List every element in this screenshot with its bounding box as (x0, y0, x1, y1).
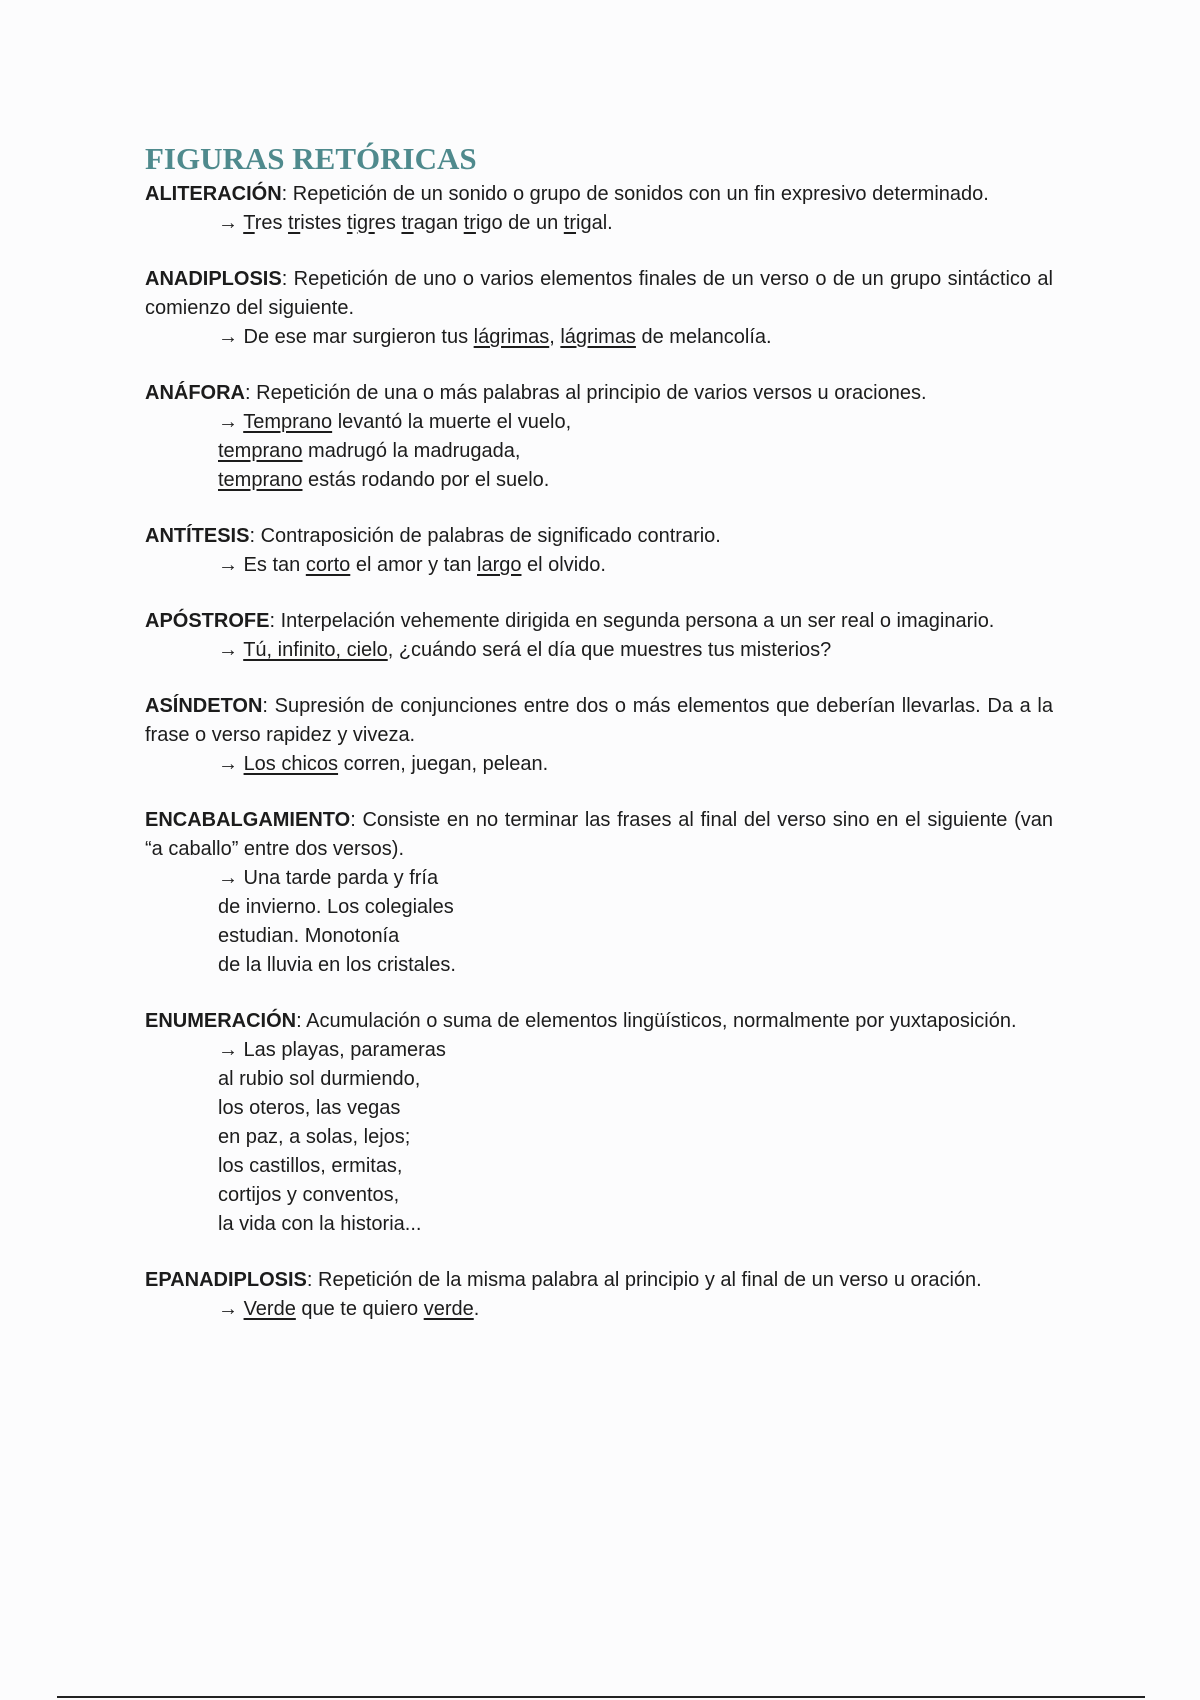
figure-definition: ENCABALGAMIENTO: Consiste en no terminar las frases al final del verso sino en el siguiente (van “a caballo” entre dos versos). (145, 809, 1053, 860)
highlighted-word: corto (305, 554, 351, 576)
figure-definition: ANTÍTESIS: Contraposición de palabras de significado contrario. (145, 525, 721, 547)
example-line (218, 437, 1053, 466)
example-text: de la lluvia en los cristales. (218, 954, 456, 976)
highlighted-word: lágrimas (560, 326, 636, 348)
figure-term: APÓSTROFE (145, 610, 270, 632)
figure-entry (145, 1007, 1053, 1239)
example-text: madrugó la madrugada, (302, 440, 521, 462)
example-text: → (218, 212, 244, 234)
example-text: , ¿cuándo será el día que muestres tus misterios? (387, 639, 832, 661)
definition-text: Repetición de un sonido o grupo de sonidos con un fin expresivo determinado. (292, 183, 989, 205)
example-line (218, 750, 1053, 779)
figure-example (145, 1036, 1053, 1239)
document-content (145, 140, 1053, 1351)
definition-text: Repetición de uno o varios elementos finales de un verso o de un grupo sintáctico al comienzo del siguiente. (145, 268, 1053, 319)
example-text: levantó la muerte el vuelo, (332, 411, 572, 433)
definition-text: Repetición de una o más palabras al principio de varios versos u oraciones. (256, 382, 927, 404)
example-text: de invierno. Los colegiales (218, 896, 454, 918)
example-text: es (374, 212, 402, 234)
figure-term: ANTÍTESIS (145, 525, 250, 547)
example-text: → Una tarde parda y fría (218, 867, 439, 889)
highlighted-word: T (243, 212, 255, 234)
example-text: istes (300, 212, 347, 234)
example-line (218, 864, 1053, 893)
highlighted-word: gr (356, 212, 375, 234)
figure-term: ENUMERACIÓN (145, 1010, 297, 1032)
example-line (218, 1181, 1053, 1210)
figure-term: ANADIPLOSIS (145, 268, 282, 290)
example-line (218, 323, 1053, 352)
highlighted-word: Tú, infinito, cielo (243, 639, 388, 661)
definition-text: Consiste en no terminar las frases al final del verso sino en el siguiente (van “a caballo” entre dos versos). (145, 809, 1053, 860)
definition-text: Repetición de la misma palabra al principio y al final de un verso u oración. (318, 1269, 982, 1291)
figure-entry (145, 379, 1053, 495)
example-text: → Es tan (218, 554, 306, 576)
figure-example (145, 408, 1053, 495)
figure-entry (145, 265, 1053, 352)
example-text: corren, juegan, pelean. (338, 753, 549, 775)
example-line (218, 209, 1053, 238)
figure-definition: ENUMERACIÓN: Acumulación o suma de elementos lingüísticos, normalmente por yuxtaposición. (145, 1010, 1017, 1032)
highlighted-word: verde (423, 1298, 474, 1320)
figure-example (145, 636, 1053, 665)
example-line (218, 893, 1053, 922)
figure-entry (145, 806, 1053, 980)
example-text: → (218, 411, 244, 433)
example-text: que te quiero (295, 1298, 424, 1320)
figure-entry (145, 692, 1053, 779)
page-title: FIGURAS RETÓRICAS (145, 141, 477, 176)
highlighted-word: temprano (218, 440, 303, 462)
example-text: estudian. Monotonía (218, 925, 400, 947)
highlighted-word: Los chicos (243, 753, 339, 775)
example-line (218, 408, 1053, 437)
figure-example (145, 864, 1053, 980)
figure-term: EPANADIPLOSIS (145, 1269, 307, 1291)
figure-entry (145, 180, 1053, 238)
example-text: el olvido. (521, 554, 606, 576)
example-text: de melancolía. (635, 326, 772, 348)
figures-list (145, 180, 1053, 1324)
example-text: . (473, 1298, 480, 1320)
definition-text: Acumulación o suma de elementos lingüísticos, normalmente por yuxtaposición. (306, 1010, 1017, 1032)
example-line (218, 1036, 1053, 1065)
example-text: los castillos, ermitas, (218, 1155, 403, 1177)
figure-term: ASÍNDETON (145, 695, 263, 717)
figure-entry (145, 522, 1053, 580)
example-text: estás rodando por el suelo. (302, 469, 550, 491)
figure-definition: ASÍNDETON: Supresión de conjunciones entre dos o más elementos que deberían llevarlas. Da a la frase o verso rapidez y viveza. (145, 695, 1053, 746)
definition-text: Interpelación vehemente dirigida en segunda persona a un ser real o imaginario. (280, 610, 995, 632)
example-line (218, 466, 1053, 495)
highlighted-word: tr (563, 212, 577, 234)
example-text: agan (413, 212, 464, 234)
example-text: → (218, 639, 244, 661)
highlighted-word: lágrimas (473, 326, 550, 348)
highlighted-word: tr (288, 212, 301, 234)
example-text: al rubio sol durmiendo, (218, 1068, 421, 1090)
highlighted-word: tr (463, 212, 476, 234)
example-text: i (352, 212, 357, 234)
example-line (218, 951, 1053, 980)
example-text: → (218, 753, 244, 775)
example-text: , (549, 326, 561, 348)
highlighted-word: Temprano (243, 411, 333, 433)
example-text: igal. (576, 212, 613, 234)
example-text: → De ese mar surgieron tus (218, 326, 474, 348)
example-text: el amor y tan (350, 554, 477, 576)
example-line (218, 1123, 1053, 1152)
example-line (218, 1152, 1053, 1181)
figure-example (145, 323, 1053, 352)
example-line (218, 1295, 1053, 1324)
figure-entry (145, 607, 1053, 665)
example-text: res (254, 212, 289, 234)
highlighted-word: t (346, 212, 353, 234)
example-line (218, 1065, 1053, 1094)
example-line (218, 1210, 1053, 1239)
example-line (218, 1094, 1053, 1123)
figure-definition: EPANADIPLOSIS: Repetición de la misma palabra al principio y al final de un verso u oración. (145, 1269, 982, 1291)
example-text: la vida con la historia... (218, 1213, 422, 1235)
figure-entry (145, 1266, 1053, 1324)
example-text: igo de un (475, 212, 564, 234)
figure-definition: APÓSTROFE: Interpelación vehemente dirigida en segunda persona a un ser real o imaginario. (145, 610, 995, 632)
figure-example (145, 551, 1053, 580)
example-text: cortijos y conventos, (218, 1184, 400, 1206)
example-text: → Las playas, parameras (218, 1039, 446, 1061)
example-line (218, 922, 1053, 951)
figure-example (145, 209, 1053, 238)
example-text: → (218, 1298, 244, 1320)
example-line (218, 551, 1053, 580)
figure-definition: ANADIPLOSIS: Repetición de uno o varios elementos finales de un verso o de un grupo sintáctico al comienzo del siguiente. (145, 268, 1053, 319)
figure-definition: ALITERACIÓN: Repetición de un sonido o grupo de sonidos con un fin expresivo determinado. (145, 183, 989, 205)
figure-term: ENCABALGAMIENTO (145, 809, 351, 831)
example-text: los oteros, las vegas (218, 1097, 401, 1119)
highlighted-word: tr (401, 212, 414, 234)
figure-term: ANÁFORA (145, 382, 245, 404)
figure-definition: ANÁFORA: Repetición de una o más palabras al principio de varios versos u oraciones. (145, 382, 927, 404)
highlighted-word: largo (477, 554, 522, 576)
figure-term: ALITERACIÓN (145, 183, 282, 205)
example-line (218, 636, 1053, 665)
definition-text: Supresión de conjunciones entre dos o más elementos que deberían llevarlas. Da a la frase o verso rapidez y viveza. (145, 695, 1053, 746)
bottom-rule (57, 1696, 1145, 1698)
highlighted-word: Verde (243, 1298, 296, 1320)
figure-example (145, 1295, 1053, 1324)
highlighted-word: temprano (218, 469, 303, 491)
figure-example (145, 750, 1053, 779)
example-text: en paz, a solas, lejos; (218, 1126, 411, 1148)
definition-text: Contraposición de palabras de significado contrario. (260, 525, 721, 547)
